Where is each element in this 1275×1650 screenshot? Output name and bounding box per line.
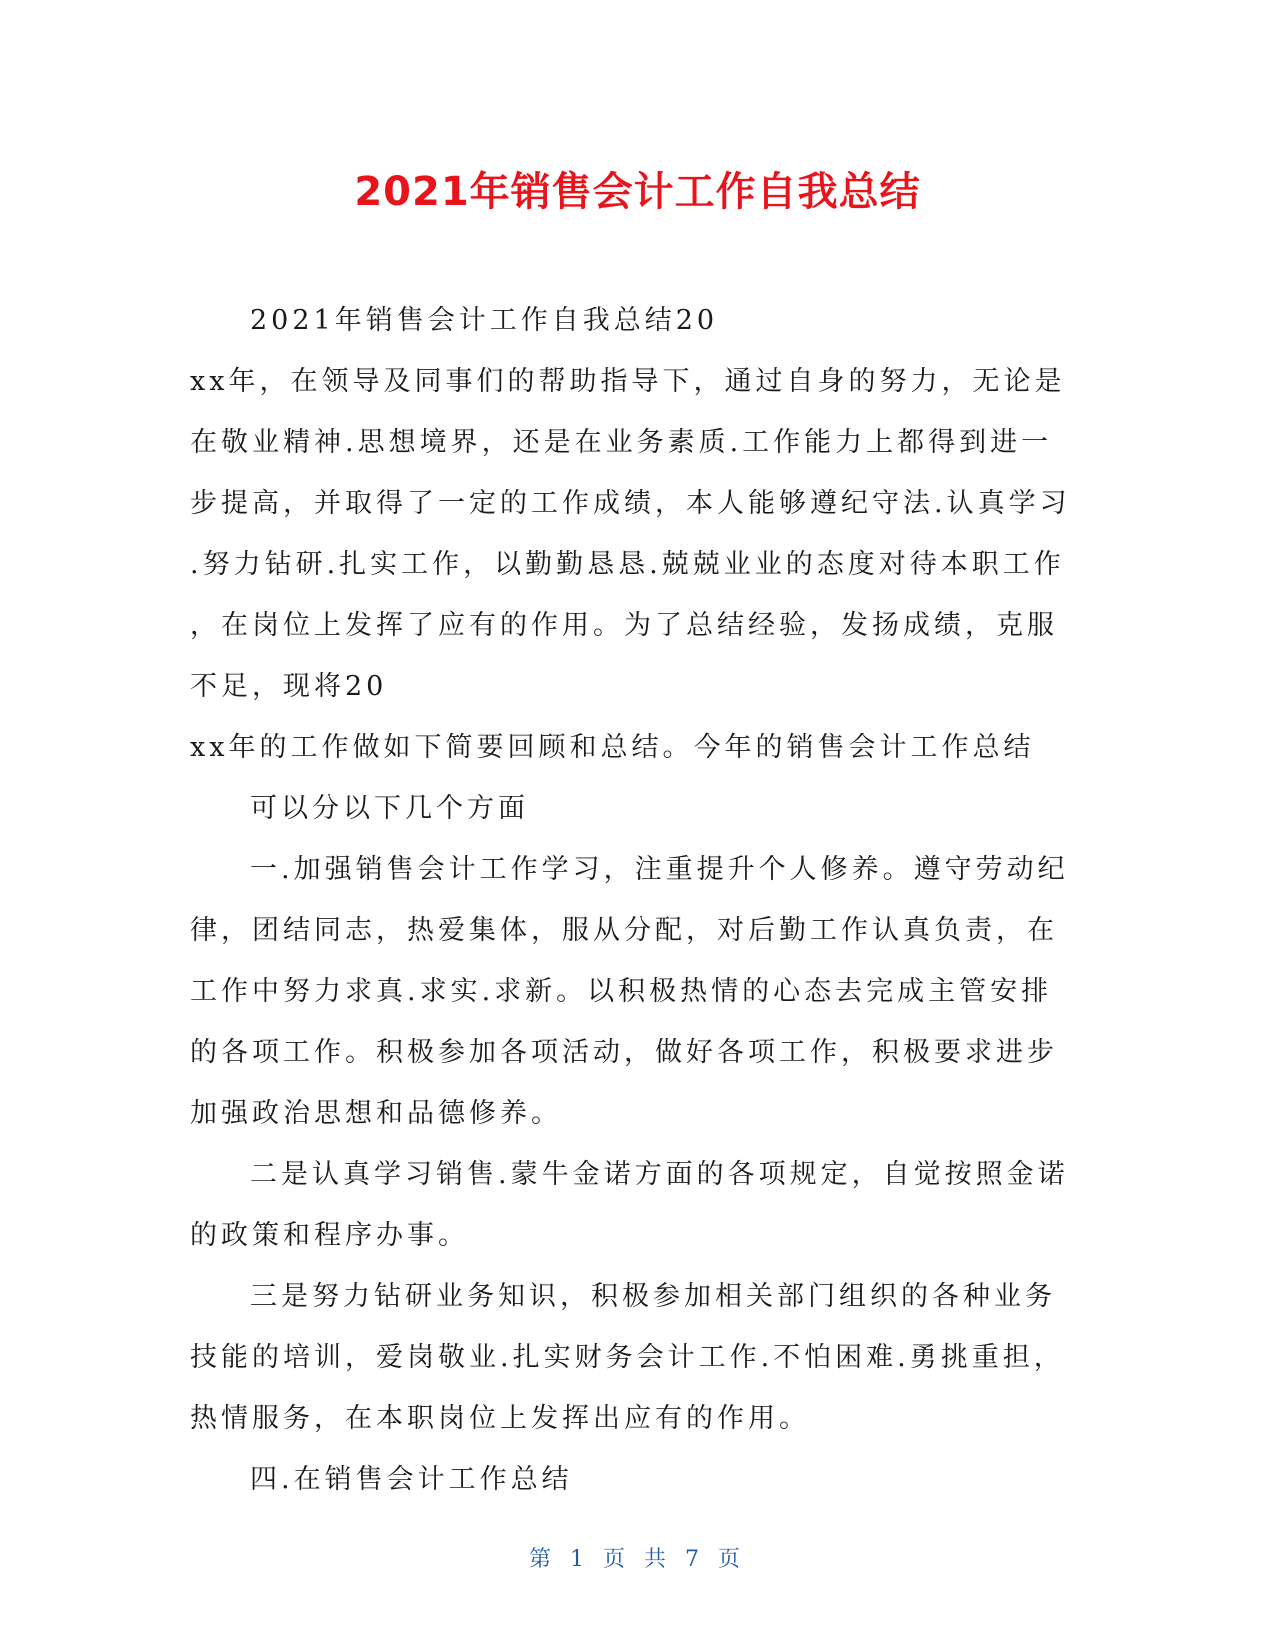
document-title: 2021年销售会计工作自我总结 [354,169,921,215]
text-line: 工作中努力求真.求实.求新。以积极热情的心态去完成主管安排 [190,976,1053,1007]
text-line: ，在岗位上发挥了应有的作用。为了总结经验，发扬成绩，克服 [190,610,1058,641]
text-line: 在敬业精神.思想境界，还是在业务素质.工作能力上都得到进一 [190,427,1053,458]
text-line: 的各项工作。积极参加各项活动，做好各项工作，积极要求进步 [190,1037,1058,1068]
text-line: 2021年销售会计工作自我总结20 [250,305,719,336]
text-line: 二是认真学习销售.蒙牛金诺方面的各项规定，自觉按照金诺 [250,1159,1069,1190]
text-line: 一.加强销售会计工作学习，注重提升个人修养。遵守劳动纪 [250,854,1069,885]
text-line: 加强政治思想和品德修养。 [190,1098,562,1129]
text-line: xx年的工作做如下简要回顾和总结。今年的销售会计工作总结 [190,732,1035,763]
text-line: .努力钻研.扎实工作，以勤勤恳恳.兢兢业业的态度对待本职工作 [190,549,1065,580]
text-line: 的政策和程序办事。 [190,1220,469,1251]
text-line: xx年，在领导及同事们的帮助指导下，通过自身的努力，无论是 [190,366,1066,397]
page-footer: 第 1 页 共 7 页 [529,1547,746,1572]
text-line: 律，团结同志，热爱集体，服从分配，对后勤工作认真负责，在 [190,915,1058,946]
text-line: 四.在销售会计工作总结 [250,1464,573,1495]
text-line: 三是努力钻研业务知识，积极参加相关部门组织的各种业务 [250,1281,1056,1312]
text-line: 不足，现将20 [190,671,388,702]
text-line: 技能的培训，爱岗敬业.扎实财务会计工作.不怕困难.勇挑重担， [190,1342,1065,1373]
text-line: 可以分以下几个方面 [250,793,529,824]
document-body [190,290,1090,1510]
text-line: 热情服务，在本职岗位上发挥出应有的作用。 [190,1403,810,1434]
text-line: 步提高，并取得了一定的工作成绩，本人能够遵纪守法.认真学习 [190,488,1071,519]
